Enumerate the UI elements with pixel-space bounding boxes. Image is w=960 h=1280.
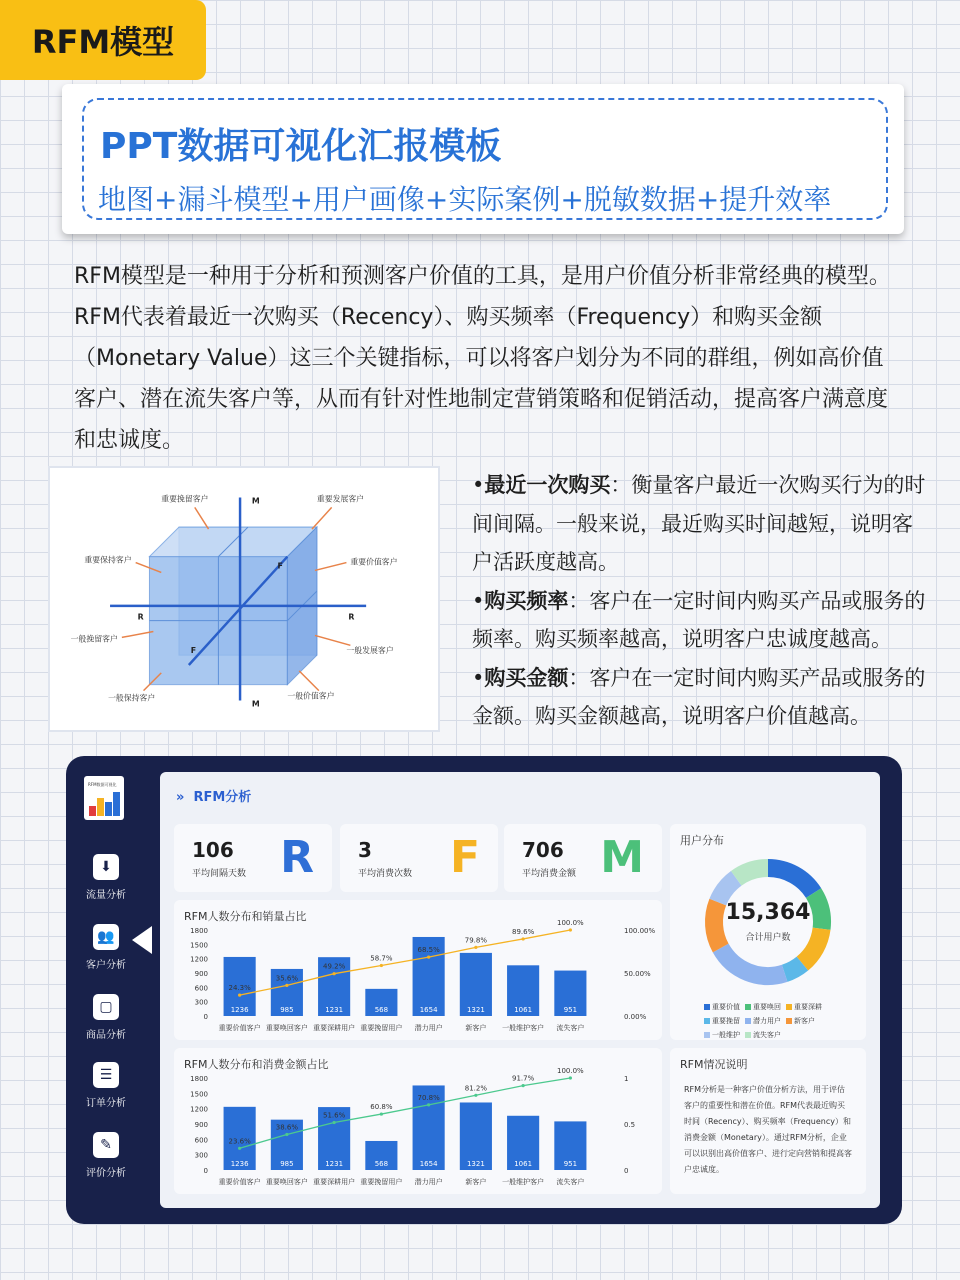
y-tick-label: 900 — [194, 1121, 208, 1129]
legend-item — [745, 1000, 781, 1014]
kpi-letter: R — [280, 832, 314, 883]
cube-label: 重要挽留客户 — [161, 494, 209, 504]
rfm-dashboard — [66, 756, 902, 1224]
x-tick-label: 重要价值客户 — [218, 1024, 261, 1032]
y-tick-label: 1200 — [190, 1105, 208, 1114]
line-point — [522, 937, 525, 940]
card-title: RFM情况说明 — [680, 1058, 748, 1071]
kpi-value: 3 — [358, 838, 372, 862]
line-value-label: 35.6% — [275, 974, 298, 983]
user-icon: 👥 — [93, 924, 119, 950]
nav-order-analysis[interactable]: ☰ 订单分析 — [74, 1062, 138, 1109]
definition-recency: •最近一次购买：衡量客户最近一次购买行为的时间间隔。一般来说，最近购买时间越短，说明客户活跃度越高。 — [472, 473, 926, 574]
line-point — [285, 984, 288, 987]
y2-tick-label: 0.00% — [624, 1013, 647, 1021]
kpi-card-f — [340, 824, 498, 892]
y-tick-label: 600 — [194, 1136, 208, 1145]
rfm-definitions — [472, 466, 932, 736]
y2-tick-label: 0 — [624, 1167, 629, 1175]
line-value-label: 68.5% — [417, 946, 440, 955]
legend-label: 一般维护 — [712, 1031, 740, 1039]
donut-legend — [704, 1000, 844, 1042]
legend-label: 重要挽留 — [712, 1017, 740, 1025]
bar-value-label: 1231 — [325, 1160, 344, 1168]
cube-label: 一般挽留客户 — [70, 634, 118, 644]
bar-value-label: 1061 — [514, 1006, 533, 1014]
line-point — [238, 1147, 241, 1150]
bar-value-label: 1236 — [230, 1006, 249, 1014]
section-tag: RFM模型 — [0, 0, 206, 80]
chart-title: RFM人数分布和消费金额占比 — [184, 1058, 329, 1071]
bag-icon: ▢ — [93, 994, 119, 1020]
banner-subtitle: 地图+漏斗模型+用户画像+实际案例+脱敏数据+提升效率 — [98, 183, 832, 216]
line-point — [333, 972, 336, 975]
nav-flow-analysis[interactable]: ⬇ 流量分析 — [74, 854, 138, 901]
chart-title: RFM人数分布和销量占比 — [184, 910, 307, 923]
y-tick-label: 0 — [203, 1167, 208, 1175]
kpi-label: 平均消费金额 — [522, 869, 577, 879]
combo-chart-amount — [174, 1048, 662, 1194]
card-title: 用户分布 — [680, 834, 724, 847]
order-icon: ☰ — [93, 1062, 119, 1088]
line-point — [380, 1112, 383, 1115]
legend-swatch — [786, 1018, 792, 1024]
kpi-card-r — [174, 824, 332, 892]
y2-tick-label: 1 — [624, 1075, 629, 1083]
banner-frame — [82, 98, 888, 220]
line-value-label: 81.2% — [464, 1084, 487, 1093]
legend-swatch — [745, 1018, 751, 1024]
line-value-label: 49.2% — [323, 962, 346, 971]
axis-letter: F — [277, 561, 283, 571]
kpi-letter: F — [449, 832, 480, 883]
legend-swatch — [786, 1004, 792, 1010]
x-tick-label: 重要唤回客户 — [265, 1178, 308, 1186]
x-tick-label: 新客户 — [465, 1024, 487, 1032]
review-icon: ✎ — [93, 1132, 119, 1158]
bar-value-label: 568 — [374, 1160, 389, 1168]
donut-segment — [768, 868, 814, 893]
line-value-label: 70.8% — [417, 1093, 440, 1102]
x-tick-label: 新客户 — [465, 1178, 487, 1186]
line-value-label: 23.6% — [228, 1137, 251, 1146]
intro-paragraph: RFM模型是一种用于分析和预测客户价值的工具，是用户价值分析非常经典的模型。RFM代表着最近一次购买（Recency）、购买频率（Frequency）和购买金额（Monetary Value）这三个关键指标，可以将客户划分为不同的群组，例如高价值客户、潜在流失客户等，从而有针对性地制定营销策略和促销活动，提高客户满意度和忠诚度。 — [74, 264, 891, 453]
bar-value-label: 568 — [374, 1006, 389, 1014]
nav-customer-analysis[interactable]: 👥 客户分析 — [74, 924, 138, 971]
line-value-label: 79.8% — [464, 936, 487, 945]
x-tick-label: 一般维护客户 — [502, 1024, 545, 1032]
donut-segment — [785, 964, 803, 974]
axis-letter: M — [251, 699, 260, 709]
x-tick-label: 重要深耕用户 — [313, 1178, 356, 1186]
line-point — [285, 1133, 288, 1136]
legend-swatch — [704, 1032, 710, 1038]
y-tick-label: 300 — [194, 998, 208, 1007]
donut-total-label: 合计用户数 — [745, 933, 791, 943]
x-tick-label: 重要挽留用户 — [360, 1178, 403, 1186]
definition-monetary: •购买金额：客户在一定时间内购买产品或服务的金额。购买金额越高，说明客户价值越高。 — [472, 665, 926, 728]
axis-letter: R — [137, 612, 144, 622]
legend-label: 重要价值 — [712, 1003, 740, 1011]
active-nav-indicator — [132, 926, 152, 954]
line-point — [474, 1094, 477, 1097]
chart-card-sales — [174, 900, 662, 1040]
line-value-label: 60.8% — [370, 1103, 393, 1112]
donut-segment — [736, 868, 768, 878]
legend-swatch — [745, 1032, 751, 1038]
y-tick-label: 0 — [203, 1013, 208, 1021]
line-value-label: 51.6% — [323, 1111, 346, 1120]
y-tick-label: 1800 — [190, 1075, 208, 1083]
legend-label: 重要深耕 — [794, 1003, 822, 1011]
line-value-label: 58.7% — [370, 954, 393, 963]
line-point — [427, 1103, 430, 1106]
kpi-letter: M — [600, 832, 644, 883]
nav-review-analysis[interactable]: ✎ 评价分析 — [74, 1132, 138, 1179]
logo-bars — [84, 776, 124, 820]
x-tick-label: 重要深耕用户 — [313, 1024, 356, 1032]
legend-swatch — [745, 1004, 751, 1010]
line-point — [569, 928, 572, 931]
bar-value-label: 1654 — [419, 1160, 438, 1168]
bar-value-label: 1321 — [466, 1006, 485, 1014]
definition-frequency: •购买频率：客户在一定时间内购买产品或服务的频率。购买频率越高，说明客户忠诚度越高。 — [472, 588, 926, 651]
legend-label: 潜力用户 — [753, 1017, 781, 1025]
cube-label: 一般发展客户 — [346, 646, 394, 656]
x-tick-label: 重要价值客户 — [218, 1178, 261, 1186]
donut-segment — [718, 878, 736, 902]
y-tick-label: 1800 — [190, 927, 208, 935]
nav-product-analysis[interactable]: ▢ 商品分析 — [74, 994, 138, 1041]
x-tick-label: 重要唤回客户 — [265, 1024, 308, 1032]
kpi-label: 平均间隔天数 — [192, 869, 247, 879]
line-value-label: 91.7% — [512, 1074, 535, 1083]
app-logo — [84, 776, 124, 820]
bar-value-label: 1321 — [466, 1160, 485, 1168]
legend-item — [704, 1028, 740, 1042]
bar-value-label: 985 — [280, 1160, 294, 1168]
kpi-value: 106 — [192, 838, 234, 862]
main-panel — [160, 772, 880, 1208]
line-value-label: 89.6% — [512, 927, 535, 936]
line-value-label: 24.3% — [228, 984, 251, 993]
legend-item — [786, 1000, 822, 1014]
axis-letter: F — [190, 646, 197, 656]
bar-value-label: 1236 — [230, 1160, 249, 1168]
bar-value-label: 1061 — [514, 1160, 533, 1168]
line-point — [238, 994, 241, 997]
line-point — [569, 1076, 572, 1079]
line-point — [427, 955, 430, 958]
legend-item — [745, 1014, 781, 1028]
x-tick-label: 流失客户 — [556, 1178, 585, 1186]
line-value-label: 100.0% — [557, 919, 584, 927]
line-value-label: 100.0% — [557, 1067, 584, 1075]
cube-label: 重要保持客户 — [84, 555, 132, 565]
line-point — [474, 946, 477, 949]
panel-title: » RFM分析 — [176, 790, 252, 805]
x-tick-label: 潜力用户 — [414, 1178, 443, 1186]
bar-value-label: 951 — [563, 1160, 578, 1168]
donut-total: 15,364 — [725, 900, 811, 925]
legend-label: 流失客户 — [753, 1031, 781, 1039]
cube-label: 一般保持客户 — [108, 693, 156, 703]
line-point — [522, 1084, 525, 1087]
legend-item — [745, 1028, 781, 1042]
flow-icon: ⬇ — [93, 854, 119, 880]
legend-label: 新客户 — [794, 1017, 815, 1025]
rfm-cube-diagram — [48, 466, 440, 732]
kpi-label: 平均消费次数 — [358, 869, 413, 879]
cube-label: 重要发展客户 — [316, 494, 365, 504]
line-point — [380, 964, 383, 967]
line-point — [333, 1121, 336, 1124]
y-tick-label: 900 — [194, 970, 208, 978]
legend-swatch — [704, 1004, 710, 1010]
x-tick-label: 一般维护客户 — [502, 1178, 545, 1186]
rfm-description-card — [670, 1048, 866, 1194]
y2-tick-label: 100.00% — [624, 927, 656, 935]
legend-swatch — [704, 1018, 710, 1024]
donut-segment — [721, 948, 785, 976]
bar-value-label: 985 — [280, 1006, 294, 1014]
y2-tick-label: 0.5 — [624, 1121, 636, 1129]
description-text: RFM分析是一种客户价值分析方法，用于评估客户的重要性和潜在价值。RFM代表最近购买时间（Recency）、购买频率（Frequency）和消费金额（Monetary）。通过RFM分析，企业可以识别出高价值客户、进行定向营销和提高客户忠诚度。 — [684, 1085, 852, 1174]
cube-label: 重要价值客户 — [350, 557, 398, 567]
x-tick-label: 重要挽留用户 — [360, 1024, 403, 1032]
y-tick-label: 300 — [194, 1151, 208, 1160]
y-tick-label: 1200 — [190, 955, 208, 964]
y-tick-label: 1500 — [190, 1090, 208, 1099]
axis-letter: R — [348, 612, 355, 622]
cube-label: 一般价值客户 — [287, 691, 335, 701]
banner-title: PPT数据可视化汇报模板 — [100, 126, 502, 167]
axis-letter: M — [251, 496, 260, 506]
x-tick-label: 潜力用户 — [414, 1024, 443, 1032]
bar-value-label: 1654 — [419, 1006, 438, 1014]
legend-item — [704, 1000, 740, 1014]
bar-value-label: 951 — [563, 1006, 578, 1014]
legend-item — [786, 1014, 815, 1028]
y-tick-label: 1500 — [190, 941, 208, 950]
user-distribution-card — [670, 824, 866, 1040]
title-banner — [62, 84, 904, 234]
y2-tick-label: 50.00% — [624, 970, 651, 978]
legend-label: 重要唤回 — [753, 1003, 781, 1011]
legend-item — [704, 1014, 740, 1028]
x-tick-label: 流失客户 — [556, 1024, 585, 1032]
combo-chart-sales — [174, 900, 662, 1040]
line-value-label: 38.6% — [275, 1123, 298, 1132]
chart-card-amount — [174, 1048, 662, 1194]
bar-value-label: 1231 — [325, 1006, 344, 1014]
svg-text:RFM数据可视化: RFM数据可视化 — [88, 782, 117, 787]
y-tick-label: 600 — [194, 984, 208, 993]
kpi-value: 706 — [522, 838, 564, 862]
kpi-card-m — [504, 824, 662, 892]
cube-svg — [50, 468, 438, 730]
